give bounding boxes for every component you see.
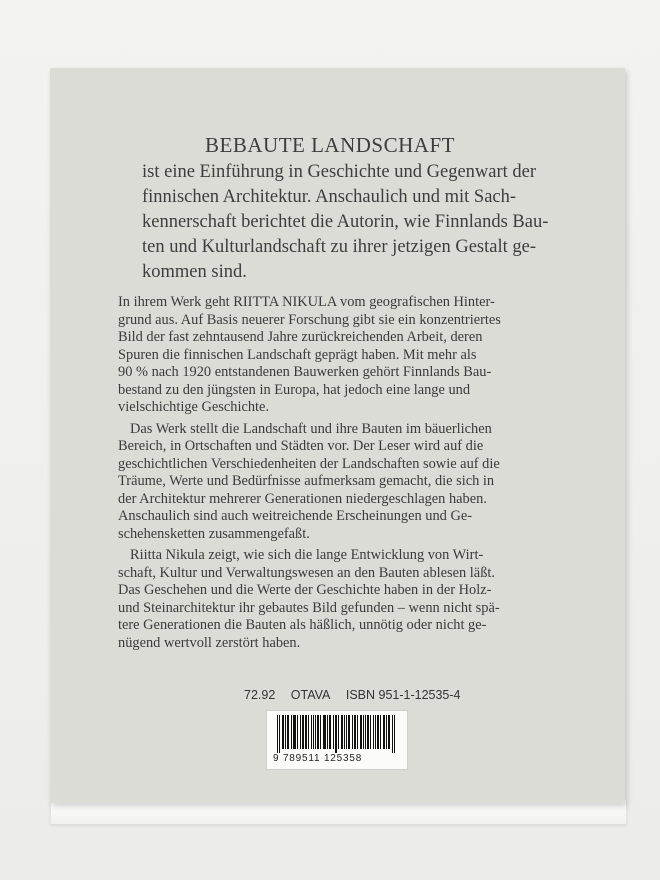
publisher-name: OTAVA [290,688,331,702]
intro-line: kennerschaft berichtet die Autorin, wie Finnlands Bau- [142,212,549,232]
barcode-bar [297,715,298,749]
barcode-bar [357,715,358,749]
barcode-bar [324,715,325,749]
barcode-bar [295,715,296,749]
text-line: Bild der fast zehntausend Jahre zurückreichenden Arbeit, deren [118,329,483,345]
barcode-bar [317,715,318,749]
intro-line: ist eine Einführung in Geschichte und Gegenwart der [142,162,537,182]
barcode-bar [384,715,385,749]
imprint-line [244,688,464,702]
barcode-bar [388,715,389,749]
barcode-bar [283,715,284,749]
barcode-bar [293,715,294,749]
barcode-bar [370,715,371,749]
barcode-bar [360,715,361,749]
barcode-bar [320,715,321,749]
barcode-bar [327,715,328,749]
barcode-bar [305,715,306,749]
barcode-bar [282,715,283,749]
barcode-bar [394,715,395,753]
text-line: Das Geschehen und die Werte der Geschichte haben in der Holz- [118,582,492,598]
barcode-bar [344,715,345,749]
text-line: Bereich, in Ortschaften und Städten vor. Der Leser wird auf die [118,438,484,454]
barcode-bar [363,715,364,749]
barcode-bar [294,715,295,749]
barcode-bar [352,715,353,749]
barcode-bar [300,715,301,749]
barcode-bar [361,715,362,749]
barcode-bar [389,715,390,749]
text-line: In ihrem Werk geht RIITTA NIKULA vom geografischen Hinter- [118,294,495,310]
barcode-bar [291,715,292,749]
barcode-bar [287,715,288,749]
text-line: grund aus. Auf Basis neuerer Forschung gibt sie ein konzentriertes [118,311,501,328]
barcode-bar [377,715,378,749]
barcode-bar [315,715,316,749]
barcode-bar [383,715,384,749]
barcode-bar [342,715,343,749]
barcode-bar [355,715,356,749]
barcode-bar [354,715,355,749]
text-line: schaft, Kultur und Verwaltungswesen an den Bauten ablesen läßt. [118,564,495,581]
paragraph-2 [118,421,548,544]
barcode-bar [325,715,326,749]
barcode-bar [311,715,312,749]
barcode-bar [365,715,366,749]
text-line: bestand zu den jüngsten in Europa, hat jedoch eine lange und [118,381,471,398]
barcode-bar [308,715,309,749]
barcode-bar [349,715,350,749]
text-line: Das Werk stellt die Landschaft und ihre Bauten im bäuerlichen [130,420,492,437]
paragraph-3 [118,547,548,652]
barcode-bar [313,715,314,749]
class-code: 72.92 [244,688,276,702]
isbn-number: ISBN 951-1-12535-4 [345,688,461,702]
text-line: Spuren die finnischen Landschaft geprägt haben. Mit mehr als [118,346,477,363]
intro-line: kommen sind. [142,262,247,282]
text-line: und Steinarchitektur ihr gebautes Bild gefunden – wenn nicht spä- [118,599,500,616]
barcode-bar [302,715,303,749]
barcode-bar [378,715,379,749]
barcode-bar [346,715,347,749]
text-line: 90 % nach 1920 entstandenen Bauwerken gehört Finnlands Bau- [118,364,492,380]
barcode-bar [380,715,381,749]
barcode-bar [323,715,324,749]
barcode-digits: 9 789511 125358 [273,753,363,764]
intro-line: finnischen Architektur. Anschaulich und mit Sach- [142,187,517,207]
barcode-bar [330,715,331,749]
paragraph-1 [118,294,548,417]
barcode-bar [285,715,286,749]
barcode-bar [336,715,337,753]
text-line: nügend wertvoll zerstört haben. [118,634,301,651]
barcode-bar [277,715,278,753]
text-line: vielschichtige Geschichte. [118,399,270,415]
barcode-bar [373,715,374,749]
intro-paragraph [142,160,549,285]
barcode-bar [368,715,369,749]
barcode-bar [348,715,349,749]
text-line: Anschaulich sind auch weitreichende Erscheinungen und Ge- [118,508,473,524]
intro-line: ten und Kulturlandschaft zu ihrer jetzigen Gestalt ge- [142,237,537,257]
barcode-bar [279,715,280,753]
text-line: Riitta Nikula zeigt, wie sich die lange Entwicklung von Wirt- [130,547,484,563]
barcode-bar [303,715,304,749]
text-line: der Architektur mehrerer Generationen niedergeschlagen haben. [118,490,487,507]
barcode-bar [288,715,289,749]
text-line: tere Generationen die Bauten als häßlich, unnötig oder nicht ge- [118,617,487,633]
barcode-bar [375,715,376,749]
barcode-bar [386,715,387,749]
barcode-bar [318,715,319,749]
barcode-icon [275,715,399,753]
barcode-bar [367,715,368,749]
barcode-bar [306,715,307,749]
text-line: schehensketten zusammengefaßt. [118,525,310,542]
barcode-bar [341,715,342,749]
barcode-bar [392,715,393,753]
book-page-edges [50,800,627,824]
text-line: Träume, Werte und Bedürfnisse aufmerksam gemacht, die sich in [118,473,495,489]
barcode-bar [333,715,334,749]
barcode-label [266,710,408,770]
barcode-bar [329,715,330,749]
barcode-bar [335,715,336,753]
barcode-bar [338,715,339,749]
book-title: BEBAUTE LANDSCHAFT [205,133,455,157]
description-body [118,294,548,652]
text-line: geschichtlichen Verschiedenheiten der Landschaften sowie auf die [118,455,500,472]
